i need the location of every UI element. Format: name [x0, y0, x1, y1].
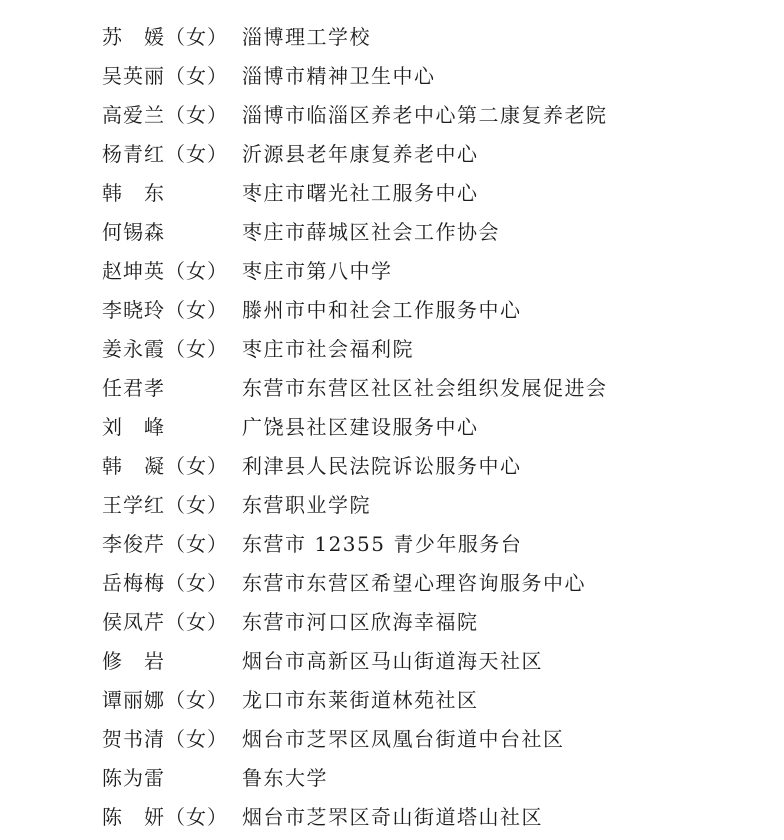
- organization: 龙口市东莱街道林苑社区: [242, 688, 479, 712]
- list-item: [102, 18, 762, 57]
- person-name: 侯凤芹（女）: [102, 610, 228, 634]
- organization: 广饶县社区建设服务中心: [242, 415, 479, 439]
- person-name: 谭丽娜（女）: [102, 688, 228, 712]
- organization: 滕州市中和社会工作服务中心: [242, 298, 522, 322]
- person-name: 陈为雷: [102, 766, 165, 790]
- list-item: [102, 525, 762, 564]
- person-name: 杨青红（女）: [102, 142, 228, 166]
- person-name: 任君孝: [102, 376, 165, 400]
- list-item: [102, 603, 762, 642]
- organization: 烟台市芝罘区奇山街道塔山社区: [242, 805, 543, 829]
- organization: 枣庄市第八中学: [242, 259, 393, 283]
- list-item: [102, 213, 762, 252]
- organization: 枣庄市社会福利院: [242, 337, 414, 361]
- person-name: 何锡森: [102, 220, 165, 244]
- list-item: [102, 57, 762, 96]
- person-name: 刘 峰: [102, 415, 165, 439]
- list-item: [102, 291, 762, 330]
- person-name: 赵坤英（女）: [102, 259, 228, 283]
- honoree-list: [102, 18, 762, 837]
- list-item: [102, 798, 762, 837]
- person-name: 韩 凝（女）: [102, 454, 228, 478]
- list-item: [102, 564, 762, 603]
- person-name: 李俊芹（女）: [102, 532, 228, 556]
- list-item: [102, 408, 762, 447]
- person-name: 吴英丽（女）: [102, 64, 228, 88]
- person-name: 高爱兰（女）: [102, 103, 228, 127]
- organization: 淄博市精神卫生中心: [242, 64, 436, 88]
- list-item: [102, 252, 762, 291]
- organization: 东营市 12355 青少年服务台: [242, 532, 523, 556]
- person-name: 修 岩: [102, 649, 165, 673]
- person-name: 贺书清（女）: [102, 727, 228, 751]
- list-item: [102, 720, 762, 759]
- organization: 沂源县老年康复养老中心: [242, 142, 479, 166]
- organization: 烟台市芝罘区凤凰台街道中台社区: [242, 727, 565, 751]
- organization: 东营市东营区社区社会组织发展促进会: [242, 376, 608, 400]
- person-name: 王学红（女）: [102, 493, 228, 517]
- organization: 枣庄市薛城区社会工作协会: [242, 220, 500, 244]
- organization: 淄博市临淄区养老中心第二康复养老院: [242, 103, 608, 127]
- person-name: 岳梅梅（女）: [102, 571, 228, 595]
- organization: 东营市河口区欣海幸福院: [242, 610, 479, 634]
- organization: 枣庄市曙光社工服务中心: [242, 181, 479, 205]
- list-item: [102, 96, 762, 135]
- organization: 烟台市高新区马山街道海天社区: [242, 649, 543, 673]
- list-item: [102, 369, 762, 408]
- list-item: [102, 447, 762, 486]
- organization: 淄博理工学校: [242, 25, 371, 49]
- organization: 利津县人民法院诉讼服务中心: [242, 454, 522, 478]
- organization: 东营职业学院: [242, 493, 371, 517]
- list-item: [102, 174, 762, 213]
- person-name: 姜永霞（女）: [102, 337, 228, 361]
- list-item: [102, 135, 762, 174]
- person-name: 李晓玲（女）: [102, 298, 228, 322]
- person-name: 韩 东: [102, 181, 165, 205]
- person-name: 苏 媛（女）: [102, 25, 228, 49]
- list-item: [102, 486, 762, 525]
- person-name: 陈 妍（女）: [102, 805, 228, 829]
- organization: 鲁东大学: [242, 766, 328, 790]
- list-item: [102, 759, 762, 798]
- list-item: [102, 330, 762, 369]
- list-item: [102, 642, 762, 681]
- list-item: [102, 681, 762, 720]
- organization: 东营市东营区希望心理咨询服务中心: [242, 571, 586, 595]
